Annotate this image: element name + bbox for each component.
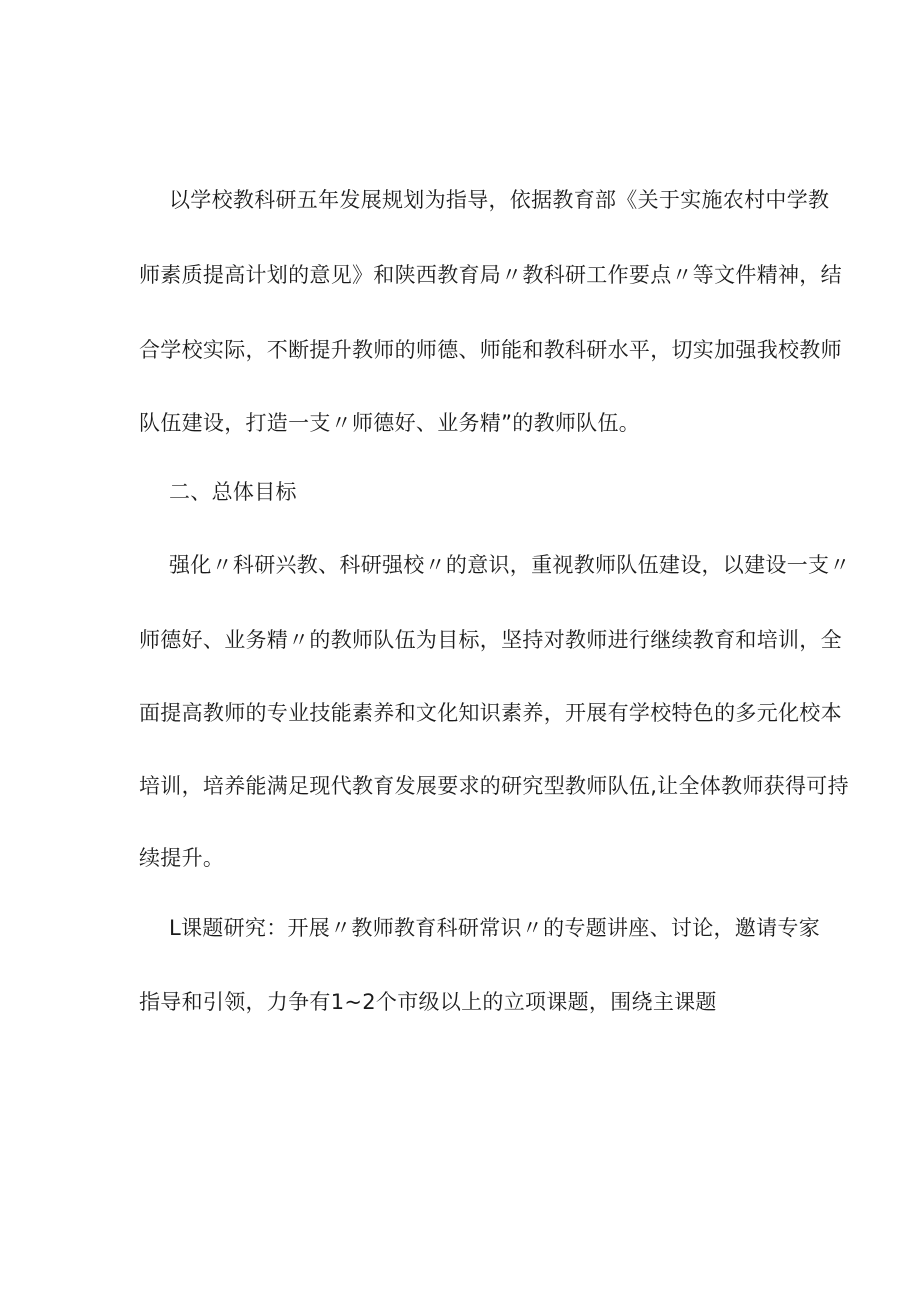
paragraph-1-line-4: 队伍建设，打造一支〃师德好、业务精”的教师队伍。	[139, 411, 641, 435]
paragraph-3-line-2: 指导和引领，力争有1~2个市级以上的立项课题，围绕主课题	[139, 990, 717, 1014]
paragraph-1-line-2: 师素质提高计划的意见》和陕西教育局〃教科研工作要点〃等文件精神，结	[139, 263, 842, 287]
paragraph-2-line-1: 强化〃科研兴教、科研强校〃的意识，重视教师队伍建设，以建设一支〃	[169, 553, 851, 577]
section-heading-overall-goal: 二、总体目标	[169, 480, 297, 504]
paragraph-1-line-1: 以学校教科研五年发展规划为指导，依据教育部《关于实施农村中学教	[169, 188, 830, 212]
paragraph-3-line-1: L课题研究：开展〃教师教育科研常识〃的专题讲座、讨论，邀请专家	[169, 916, 820, 940]
paragraph-2-line-3: 面提高教师的专业技能素养和文化知识素养，开展有学校特色的多元化校本	[139, 701, 842, 725]
paragraph-2-line-2: 师德好、业务精〃的教师队伍为目标，坚持对教师进行继续教育和培训，全	[139, 628, 842, 652]
paragraph-1-line-3: 合学校实际，不断提升教师的师德、师能和教科研水平，切实加强我校教师	[139, 338, 842, 362]
paragraph-2-line-5: 续提升。	[139, 846, 225, 870]
paragraph-2-line-4: 培训，培养能满足现代教育发展要求的研究型教师队伍,让全体教师获得可持	[139, 774, 849, 798]
